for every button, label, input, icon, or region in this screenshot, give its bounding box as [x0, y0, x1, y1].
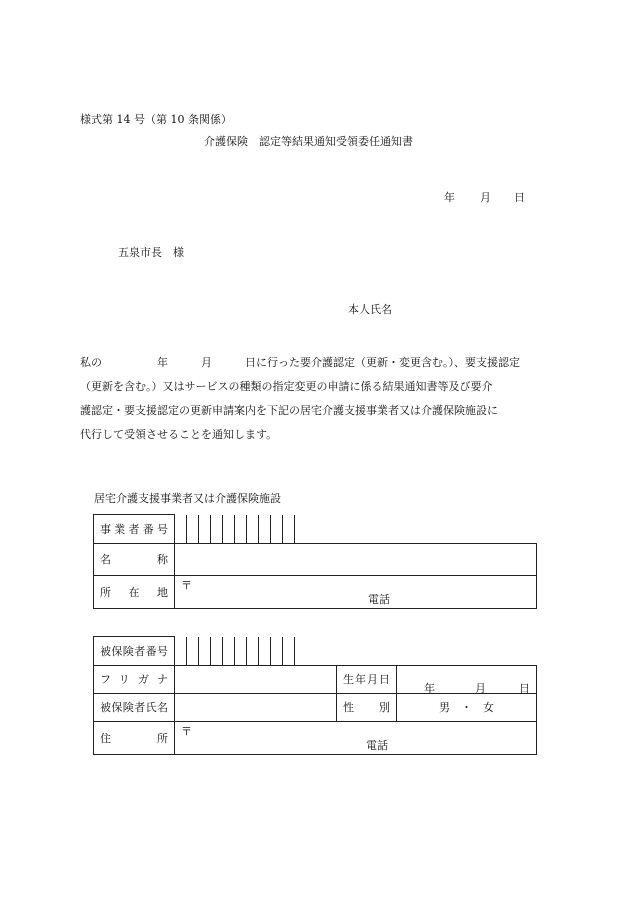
insured-postal-mark: 〒 [181, 724, 192, 738]
insured-name-label: 被保険者氏名 [94, 693, 175, 721]
addressee: 五泉市長 様 [118, 246, 184, 259]
provider-postal-mark: 〒 [181, 578, 192, 592]
provider-section-title: 居宅介護支援事業者又は介護保険施設 [94, 492, 281, 505]
insured-furigana-label: フリガナ [94, 665, 175, 693]
insured-phone-label: 電話 [366, 738, 388, 752]
insured-gender-label: 性別 [337, 693, 397, 721]
signature-label: 本人氏名 [348, 303, 392, 316]
date-year-label: 年 [444, 191, 455, 204]
body-line: 私の 年 月 日に行った要介護認定（更新・変更含む。）、要支援認定 [80, 356, 520, 369]
insured-number-label: 被保険者番号 [94, 637, 175, 666]
insured-birthdate-field[interactable] [397, 665, 537, 693]
provider-number-boxes [175, 515, 537, 543]
gender-options: 男 ・ 女 [439, 701, 494, 714]
provider-phone-label: 電話 [368, 592, 390, 606]
date-month-label: 月 [480, 191, 491, 204]
insured-table [93, 636, 537, 755]
provider-name-row [94, 543, 537, 575]
birth-year-label: 年 [424, 681, 435, 695]
date-day-label: 日 [514, 191, 525, 204]
provider-address-field[interactable] [175, 575, 537, 608]
insured-address-label: 住所 [94, 721, 175, 754]
birth-day-label: 日 [519, 681, 530, 695]
insured-birthdate-label: 生年月日 [337, 665, 397, 693]
insured-name-field[interactable] [175, 693, 337, 721]
birth-month-label: 月 [475, 681, 486, 695]
body-paragraph [80, 351, 530, 447]
provider-number-input[interactable] [175, 515, 537, 544]
insured-address-field[interactable] [175, 721, 537, 754]
insured-number-input[interactable] [175, 637, 537, 666]
provider-address-row [94, 575, 537, 608]
body-line: 護認定・要支援認定の更新申請案内を下記の居宅介護支援事業者又は介護保険施設に [80, 404, 498, 417]
provider-name-label: 名称 [94, 543, 175, 575]
insured-gender-field[interactable] [397, 693, 537, 721]
insured-furigana-row [94, 665, 537, 693]
provider-name-field[interactable] [175, 543, 537, 575]
provider-number-label: 事業者番号 [94, 515, 175, 544]
provider-number-row [94, 515, 537, 544]
provider-table [93, 514, 537, 609]
body-line: 代行して受領させることを通知します。 [80, 428, 278, 441]
provider-address-label: 所在地 [94, 575, 175, 608]
page-title: 介護保険 認定等結果通知受領委任通知書 [204, 135, 413, 148]
insured-number-row [94, 637, 537, 666]
insured-furigana-field[interactable] [175, 665, 337, 693]
form-number: 様式第 14 号（第 10 条関係） [80, 113, 232, 126]
insured-address-row [94, 721, 537, 754]
body-line: （更新を含む。）又はサービスの種類の指定変更の申請に係る結果通知書等及び要介 [80, 380, 493, 393]
insured-number-boxes [175, 637, 537, 665]
insured-name-row [94, 693, 537, 721]
